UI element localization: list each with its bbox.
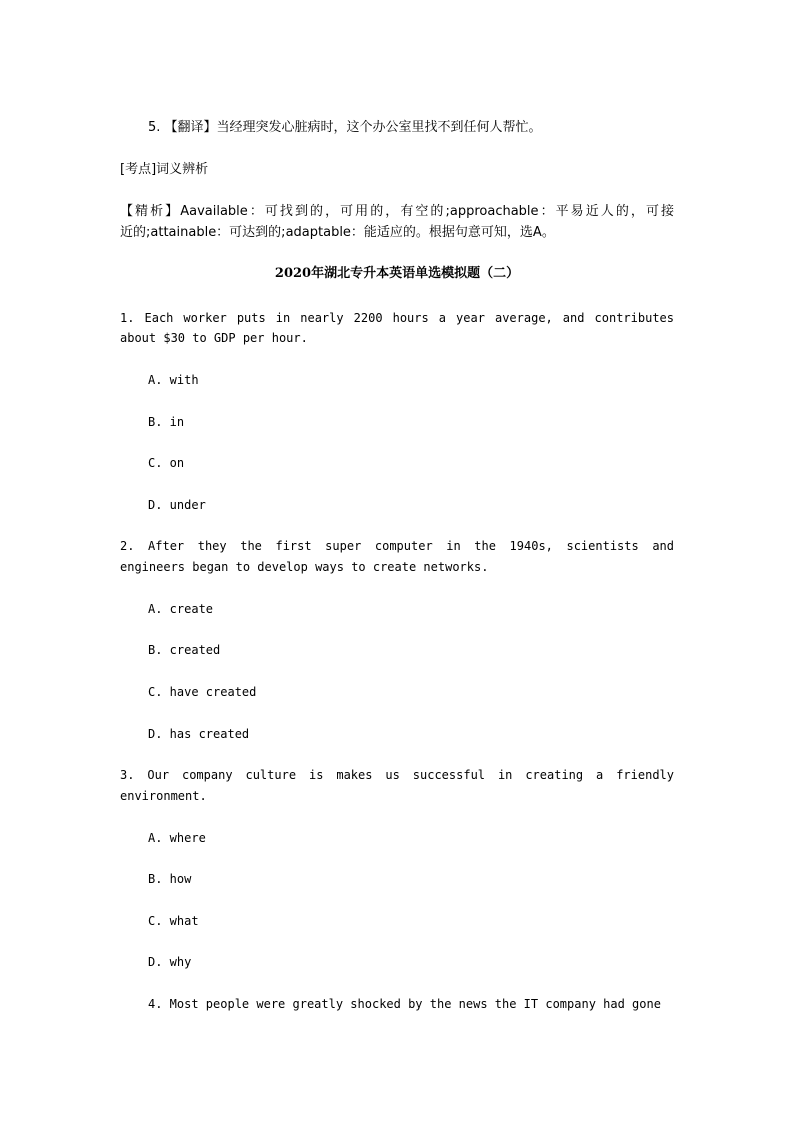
- question-2-line-1: 2. After they the first super computer in the 1940s, scientists and: [120, 539, 674, 553]
- section-title: 2020年湖北专升本英语单选模拟题（二）: [274, 266, 520, 281]
- question-3-option-d: D. why: [148, 955, 192, 969]
- question-1-option-c: C. on: [148, 456, 185, 470]
- question-4-line-1: 4. Most people were greatly shocked by the news the IT company had gone: [148, 997, 661, 1011]
- question-3-option-a: A. where: [148, 831, 206, 845]
- question-3-option-c: C. what: [148, 914, 199, 928]
- question-1-option-d: D. under: [148, 498, 206, 512]
- question-3-line-1: 3. Our company culture is makes us successful in creating a friendly: [120, 768, 674, 782]
- question-2-option-c: C. have created: [148, 685, 257, 699]
- question-3-option-b: B. how: [148, 872, 192, 886]
- question-1-option-a: A. with: [148, 373, 199, 387]
- answer-analysis-line-1: 【精析】Aavailable：可找到的，可用的，有空的;approachable：平易近人的，可接: [120, 204, 674, 219]
- question-2-line-2: engineers began to develop ways to create networks.: [120, 560, 489, 574]
- answer-translation: 5. 【翻译】当经理突发心脏病时，这个办公室里找不到任何人帮忙。: [148, 120, 542, 135]
- answer-analysis-line-2: 近的;attainable：可达到的;adaptable：能适应的。根据句意可知，选A。: [120, 225, 555, 240]
- question-3-line-2: environment.: [120, 789, 207, 803]
- question-1-option-b: B. in: [148, 415, 185, 429]
- question-2-option-a: A. create: [148, 602, 214, 616]
- question-1-line-2: about $30 to GDP per hour.: [120, 331, 308, 345]
- answer-kaodian: [考点]词义辨析: [120, 162, 209, 177]
- question-1-line-1: 1. Each worker puts in nearly 2200 hours a year average, and contributes: [120, 311, 674, 325]
- question-2-option-b: B. created: [148, 643, 221, 657]
- question-2-option-d: D. has created: [148, 727, 250, 741]
